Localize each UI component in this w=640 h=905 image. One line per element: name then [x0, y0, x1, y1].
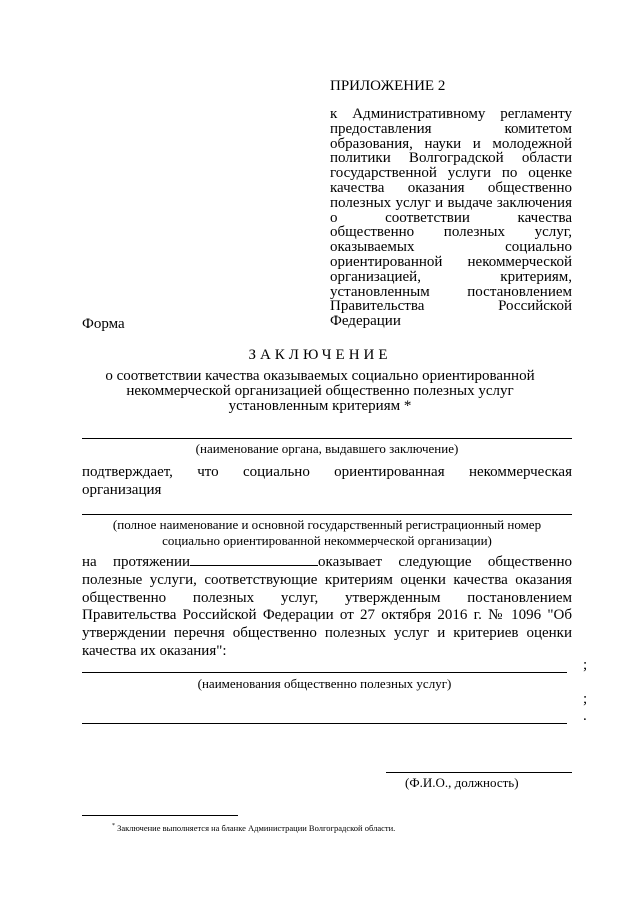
- appendix-body: к Административному регламенту предоставления комитетом образования, науки и молодежной политики Волгоградской области государственной услуги по оценке качества оказания общественно полезных услуг и выдаче заключения о соответствии качества общественно полезных услуг, оказываемых социально ориентированной некоммерческой организацией, критериям, установленным постановлением Правительства Российской Федерации: [330, 106, 572, 330]
- footnote-text: Заключение выполняется на бланке Администрации Волгоградской области.: [117, 823, 396, 833]
- footnote-marker: *: [112, 823, 115, 830]
- document-title: ЗАКЛЮЧЕНИЕ: [248, 347, 392, 363]
- period-blank: [190, 553, 318, 566]
- services-blank-line-2: [82, 723, 567, 724]
- signature-blank-line: [386, 772, 572, 773]
- org-caption-line1: (полное наименование и основной государственный регистрационный номер: [112, 517, 542, 532]
- footnote: [112, 823, 395, 833]
- services-blank-line-1: [82, 672, 567, 673]
- services-caption: (наименования общественно полезных услуг): [197, 676, 452, 691]
- confirms-paragraph: подтверждает, что социально ориентированная некоммерческая организация: [82, 464, 572, 498]
- org-caption-line2: социально ориентированной некоммерческой организации): [162, 533, 492, 548]
- appendix-title: ПРИЛОЖЕНИЕ 2: [330, 78, 446, 94]
- signature-caption: (Ф.И.О., должность): [405, 775, 519, 790]
- services-paragraph: [82, 553, 572, 661]
- semicolon-1: ;: [583, 657, 588, 673]
- semicolon-2: ;: [583, 691, 588, 707]
- org-blank-line: [82, 514, 572, 515]
- provides-text: оказывает следующие общественно полезные услуги, соответствующие критериям оценки качества оказания общественно полезных услуг, утвержденным постановлением Правительства Российской Федерации от 27 октября 2016 г. № 1096 "Об утверждении перечня общественно полезных услуг и критериев оценки качества их оказания":: [82, 554, 572, 659]
- issuer-blank-line: [82, 438, 572, 439]
- footnote-rule: [82, 815, 238, 816]
- form-label: Форма: [82, 316, 125, 332]
- period-mark: .: [583, 708, 587, 724]
- issuer-caption: (наименование органа, выдавшего заключение): [195, 441, 459, 456]
- document-subtitle: о соответствии качества оказываемых социально ориентированной некоммерческой организацией общественно полезных услуг установленным критериям *: [105, 368, 535, 414]
- during-label: на протяжении: [82, 554, 191, 570]
